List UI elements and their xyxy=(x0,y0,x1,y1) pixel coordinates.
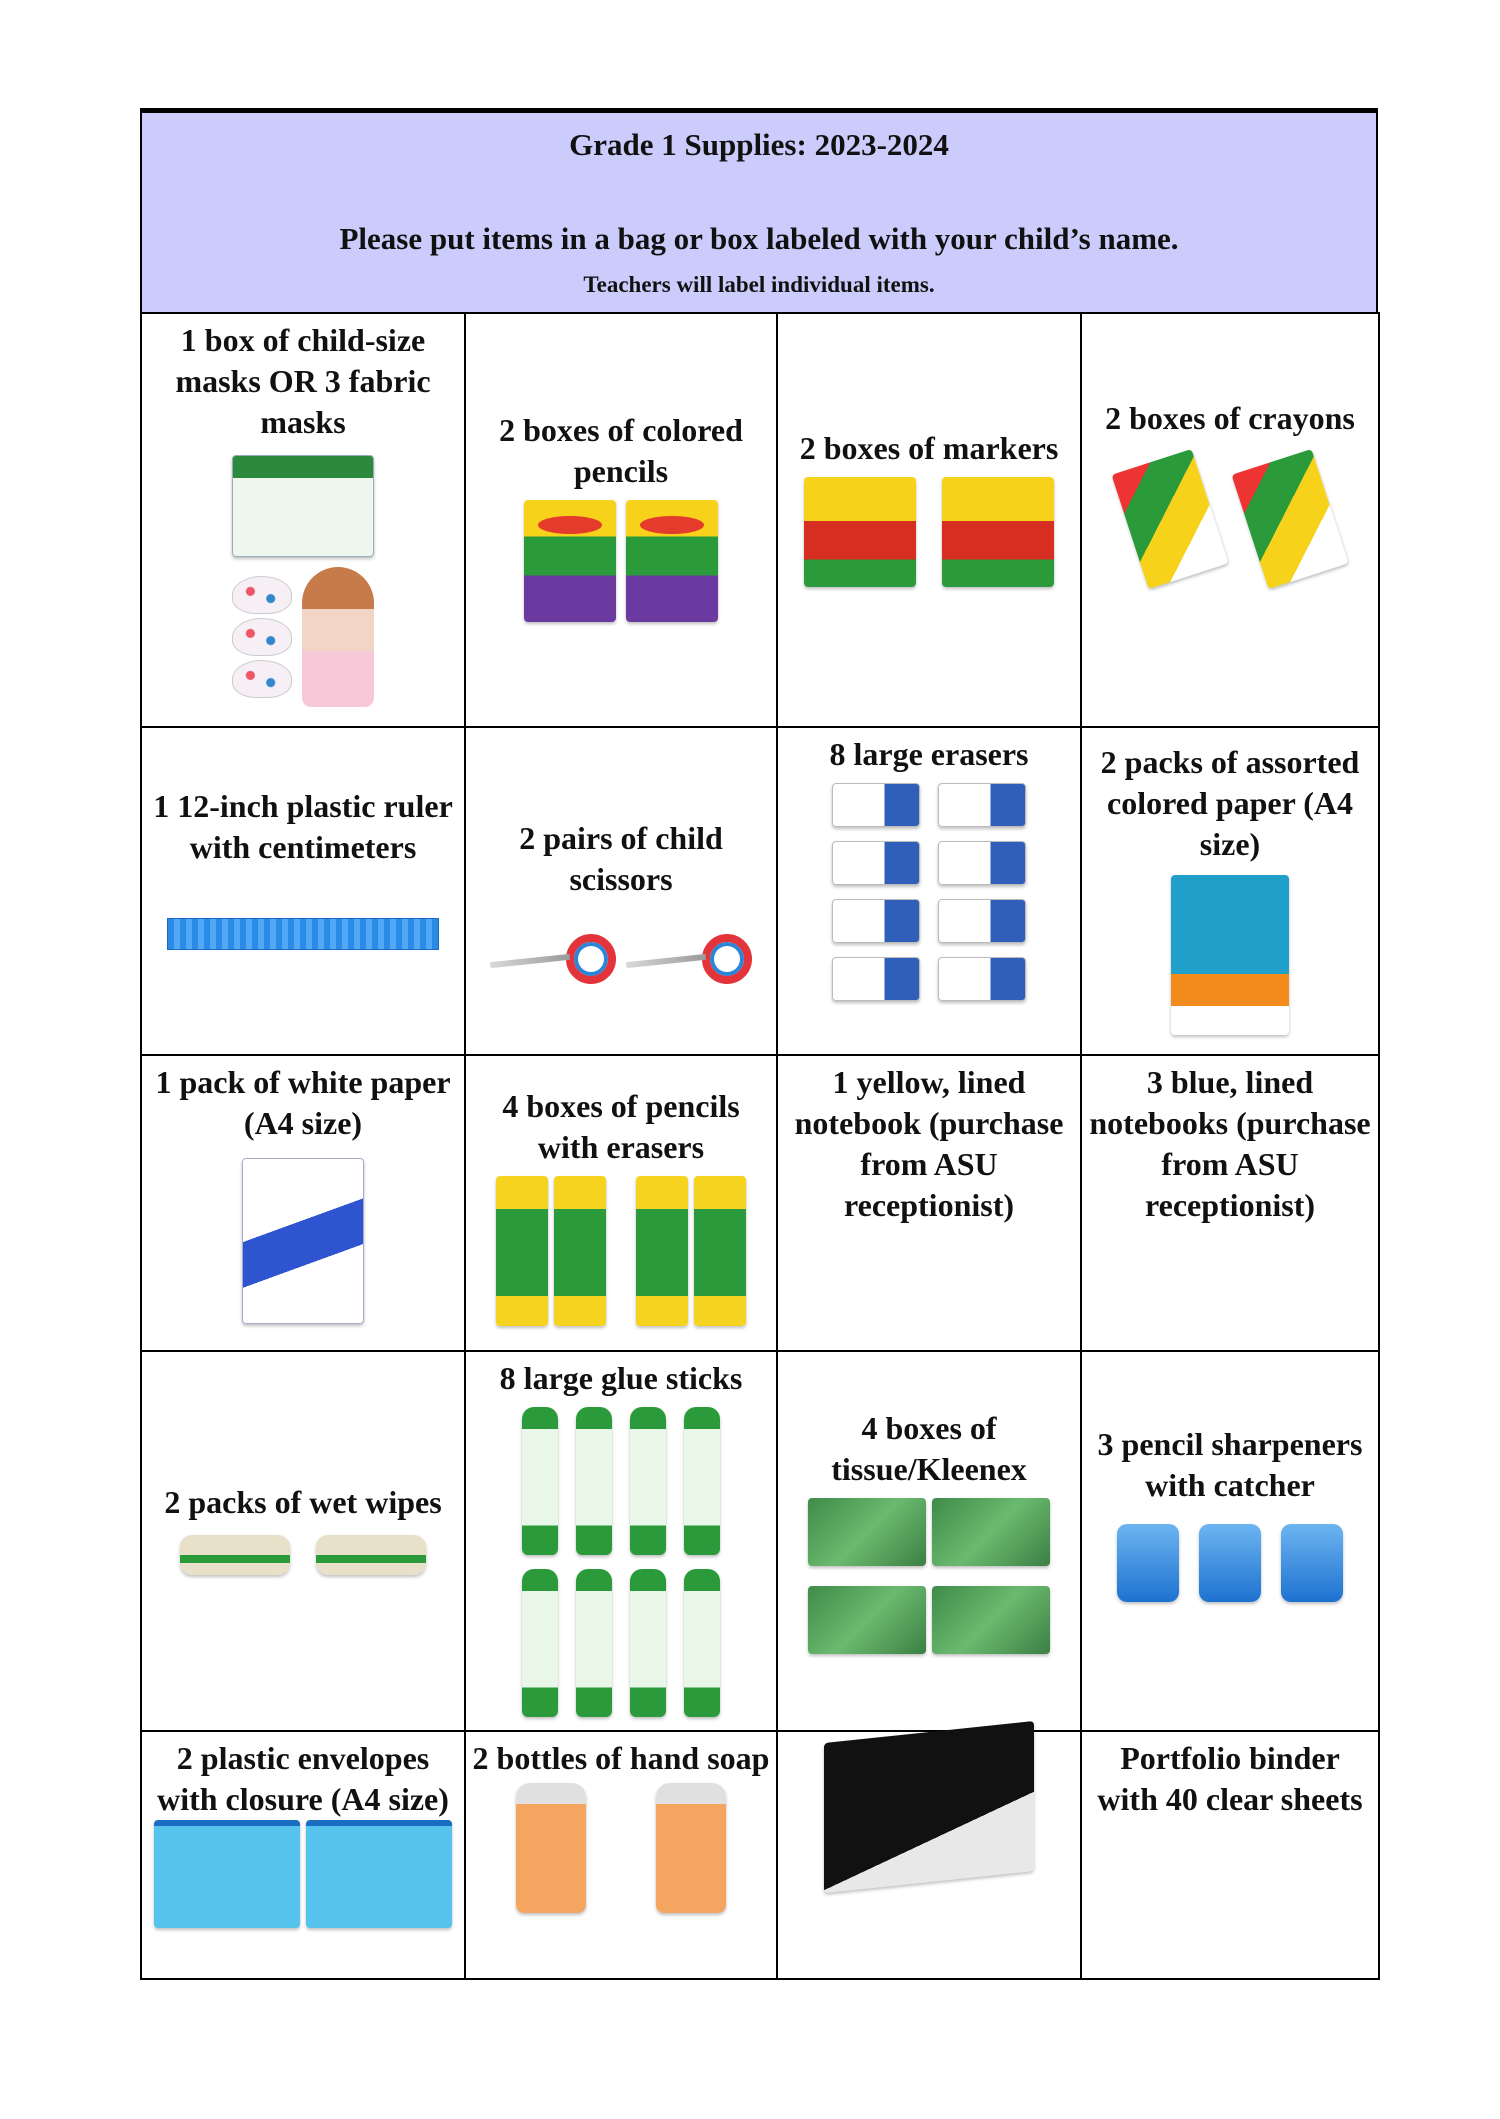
tissue-box-icon xyxy=(932,1586,1050,1654)
glue-stick-icon xyxy=(522,1569,558,1717)
supply-label: 1 12-inch plastic ruler with centimeters xyxy=(153,788,453,865)
envelope-icon xyxy=(154,1820,300,1928)
markers-icon xyxy=(942,477,1054,587)
eraser-icon xyxy=(938,783,1026,827)
supply-cell xyxy=(141,313,465,727)
supply-cell xyxy=(777,1731,1081,1979)
supply-cell xyxy=(777,1055,1081,1351)
child-mask-photo-icon xyxy=(302,567,374,707)
supply-cell xyxy=(465,1055,777,1351)
scissors-icon xyxy=(490,930,616,990)
eraser-icon xyxy=(938,841,1026,885)
supply-cell xyxy=(465,1731,777,1979)
wet-wipes-icon xyxy=(180,1535,290,1575)
pencils-icon xyxy=(496,1176,548,1326)
supply-label: 2 packs of assorted colored paper (A4 size) xyxy=(1100,744,1360,862)
table-row xyxy=(141,1351,1379,1731)
markers-icon xyxy=(804,477,916,587)
header-banner xyxy=(140,108,1378,312)
colored-pencils-icon xyxy=(626,500,718,622)
white-paper-icon xyxy=(242,1158,364,1324)
envelope-icon xyxy=(306,1820,452,1928)
supplies-sheet xyxy=(140,108,1378,1980)
supply-label: 2 boxes of crayons xyxy=(1105,400,1355,436)
sharpener-icon xyxy=(1117,1524,1179,1602)
sharpener-icon xyxy=(1199,1524,1261,1602)
supply-label: 2 plastic envelopes with closure (A4 size) xyxy=(157,1740,449,1817)
colored-pencils-icon xyxy=(524,500,616,622)
supply-label: 4 boxes of pencils with erasers xyxy=(502,1088,740,1165)
hand-soap-icon xyxy=(656,1783,726,1913)
mask-box-icon xyxy=(232,455,374,557)
supply-label: 2 pairs of child scissors xyxy=(519,820,723,897)
supply-label: 1 pack of white paper (A4 size) xyxy=(155,1064,451,1141)
supply-label: 3 pencil sharpeners with catcher xyxy=(1097,1426,1363,1503)
page-title: Grade 1 Supplies: 2023-2024 xyxy=(569,127,949,162)
supply-label: 2 boxes of markers xyxy=(799,430,1059,466)
glue-stick-icon xyxy=(630,1569,666,1717)
supply-cell xyxy=(777,313,1081,727)
hand-soap-icon xyxy=(516,1783,586,1913)
supply-cell xyxy=(777,727,1081,1055)
glue-stick-icon xyxy=(576,1569,612,1717)
glue-stick-icon xyxy=(630,1407,666,1555)
supply-cell xyxy=(1081,727,1379,1055)
supply-cell xyxy=(465,1351,777,1731)
supply-label: 8 large erasers xyxy=(829,736,1029,772)
supply-label: 4 boxes of tissue/Kleenex xyxy=(831,1410,1027,1487)
pencils-icon xyxy=(694,1176,746,1326)
glue-stick-icon xyxy=(684,1407,720,1555)
supply-label: 8 large glue sticks xyxy=(499,1360,743,1396)
pencils-icon xyxy=(636,1176,688,1326)
instruction-text: Please put items in a bag or box labeled with your child’s name. xyxy=(339,221,1179,256)
glue-stick-icon xyxy=(684,1569,720,1717)
supply-cell xyxy=(141,1055,465,1351)
supply-cell xyxy=(1081,1055,1379,1351)
ruler-icon xyxy=(167,918,439,950)
fabric-mask-icon xyxy=(232,576,292,614)
eraser-icon xyxy=(938,899,1026,943)
supply-cell xyxy=(1081,1351,1379,1731)
pencils-icon xyxy=(554,1176,606,1326)
fabric-mask-icon xyxy=(232,660,292,698)
table-row xyxy=(141,313,1379,727)
supply-cell xyxy=(1081,313,1379,727)
supply-label: Portfolio binder with 40 clear sheets xyxy=(1097,1740,1363,1817)
wet-wipes-icon xyxy=(316,1535,426,1575)
supply-cell xyxy=(1081,1731,1379,1979)
table-row xyxy=(141,727,1379,1055)
supply-cell xyxy=(777,1351,1081,1731)
note-text: Teachers will label individual items. xyxy=(583,272,935,297)
crayons-icon xyxy=(1232,449,1349,589)
supplies-table xyxy=(140,312,1380,1980)
eraser-icon xyxy=(832,841,920,885)
tissue-box-icon xyxy=(808,1586,926,1654)
table-row xyxy=(141,1055,1379,1351)
colored-paper-icon xyxy=(1171,875,1289,1035)
supply-cell xyxy=(141,1351,465,1731)
glue-stick-icon xyxy=(576,1407,612,1555)
fabric-mask-icon xyxy=(232,618,292,656)
scissors-icon xyxy=(626,930,752,990)
supply-label: 2 packs of wet wipes xyxy=(164,1484,442,1520)
eraser-icon xyxy=(938,957,1026,1001)
supply-label: 1 box of child-size masks OR 3 fabric masks xyxy=(175,322,431,440)
supply-label: 3 blue, lined notebooks (purchase from ASU receptionist) xyxy=(1089,1064,1371,1223)
eraser-icon xyxy=(832,783,920,827)
sharpener-icon xyxy=(1281,1524,1343,1602)
eraser-icon xyxy=(832,899,920,943)
tissue-box-icon xyxy=(808,1498,926,1566)
glue-stick-icon xyxy=(522,1407,558,1555)
crayons-icon xyxy=(1112,449,1229,589)
supply-label: 2 bottles of hand soap xyxy=(472,1740,770,1776)
supply-label: 1 yellow, lined notebook (purchase from ASU receptionist) xyxy=(794,1064,1064,1223)
supply-cell xyxy=(141,1731,465,1979)
table-row xyxy=(141,1731,1379,1979)
supply-cell xyxy=(465,727,777,1055)
eraser-icon xyxy=(832,957,920,1001)
supply-cell xyxy=(141,727,465,1055)
tissue-box-icon xyxy=(932,1498,1050,1566)
binder-icon xyxy=(824,1721,1034,1893)
supply-cell xyxy=(465,313,777,727)
supply-label: 2 boxes of colored pencils xyxy=(499,412,743,489)
